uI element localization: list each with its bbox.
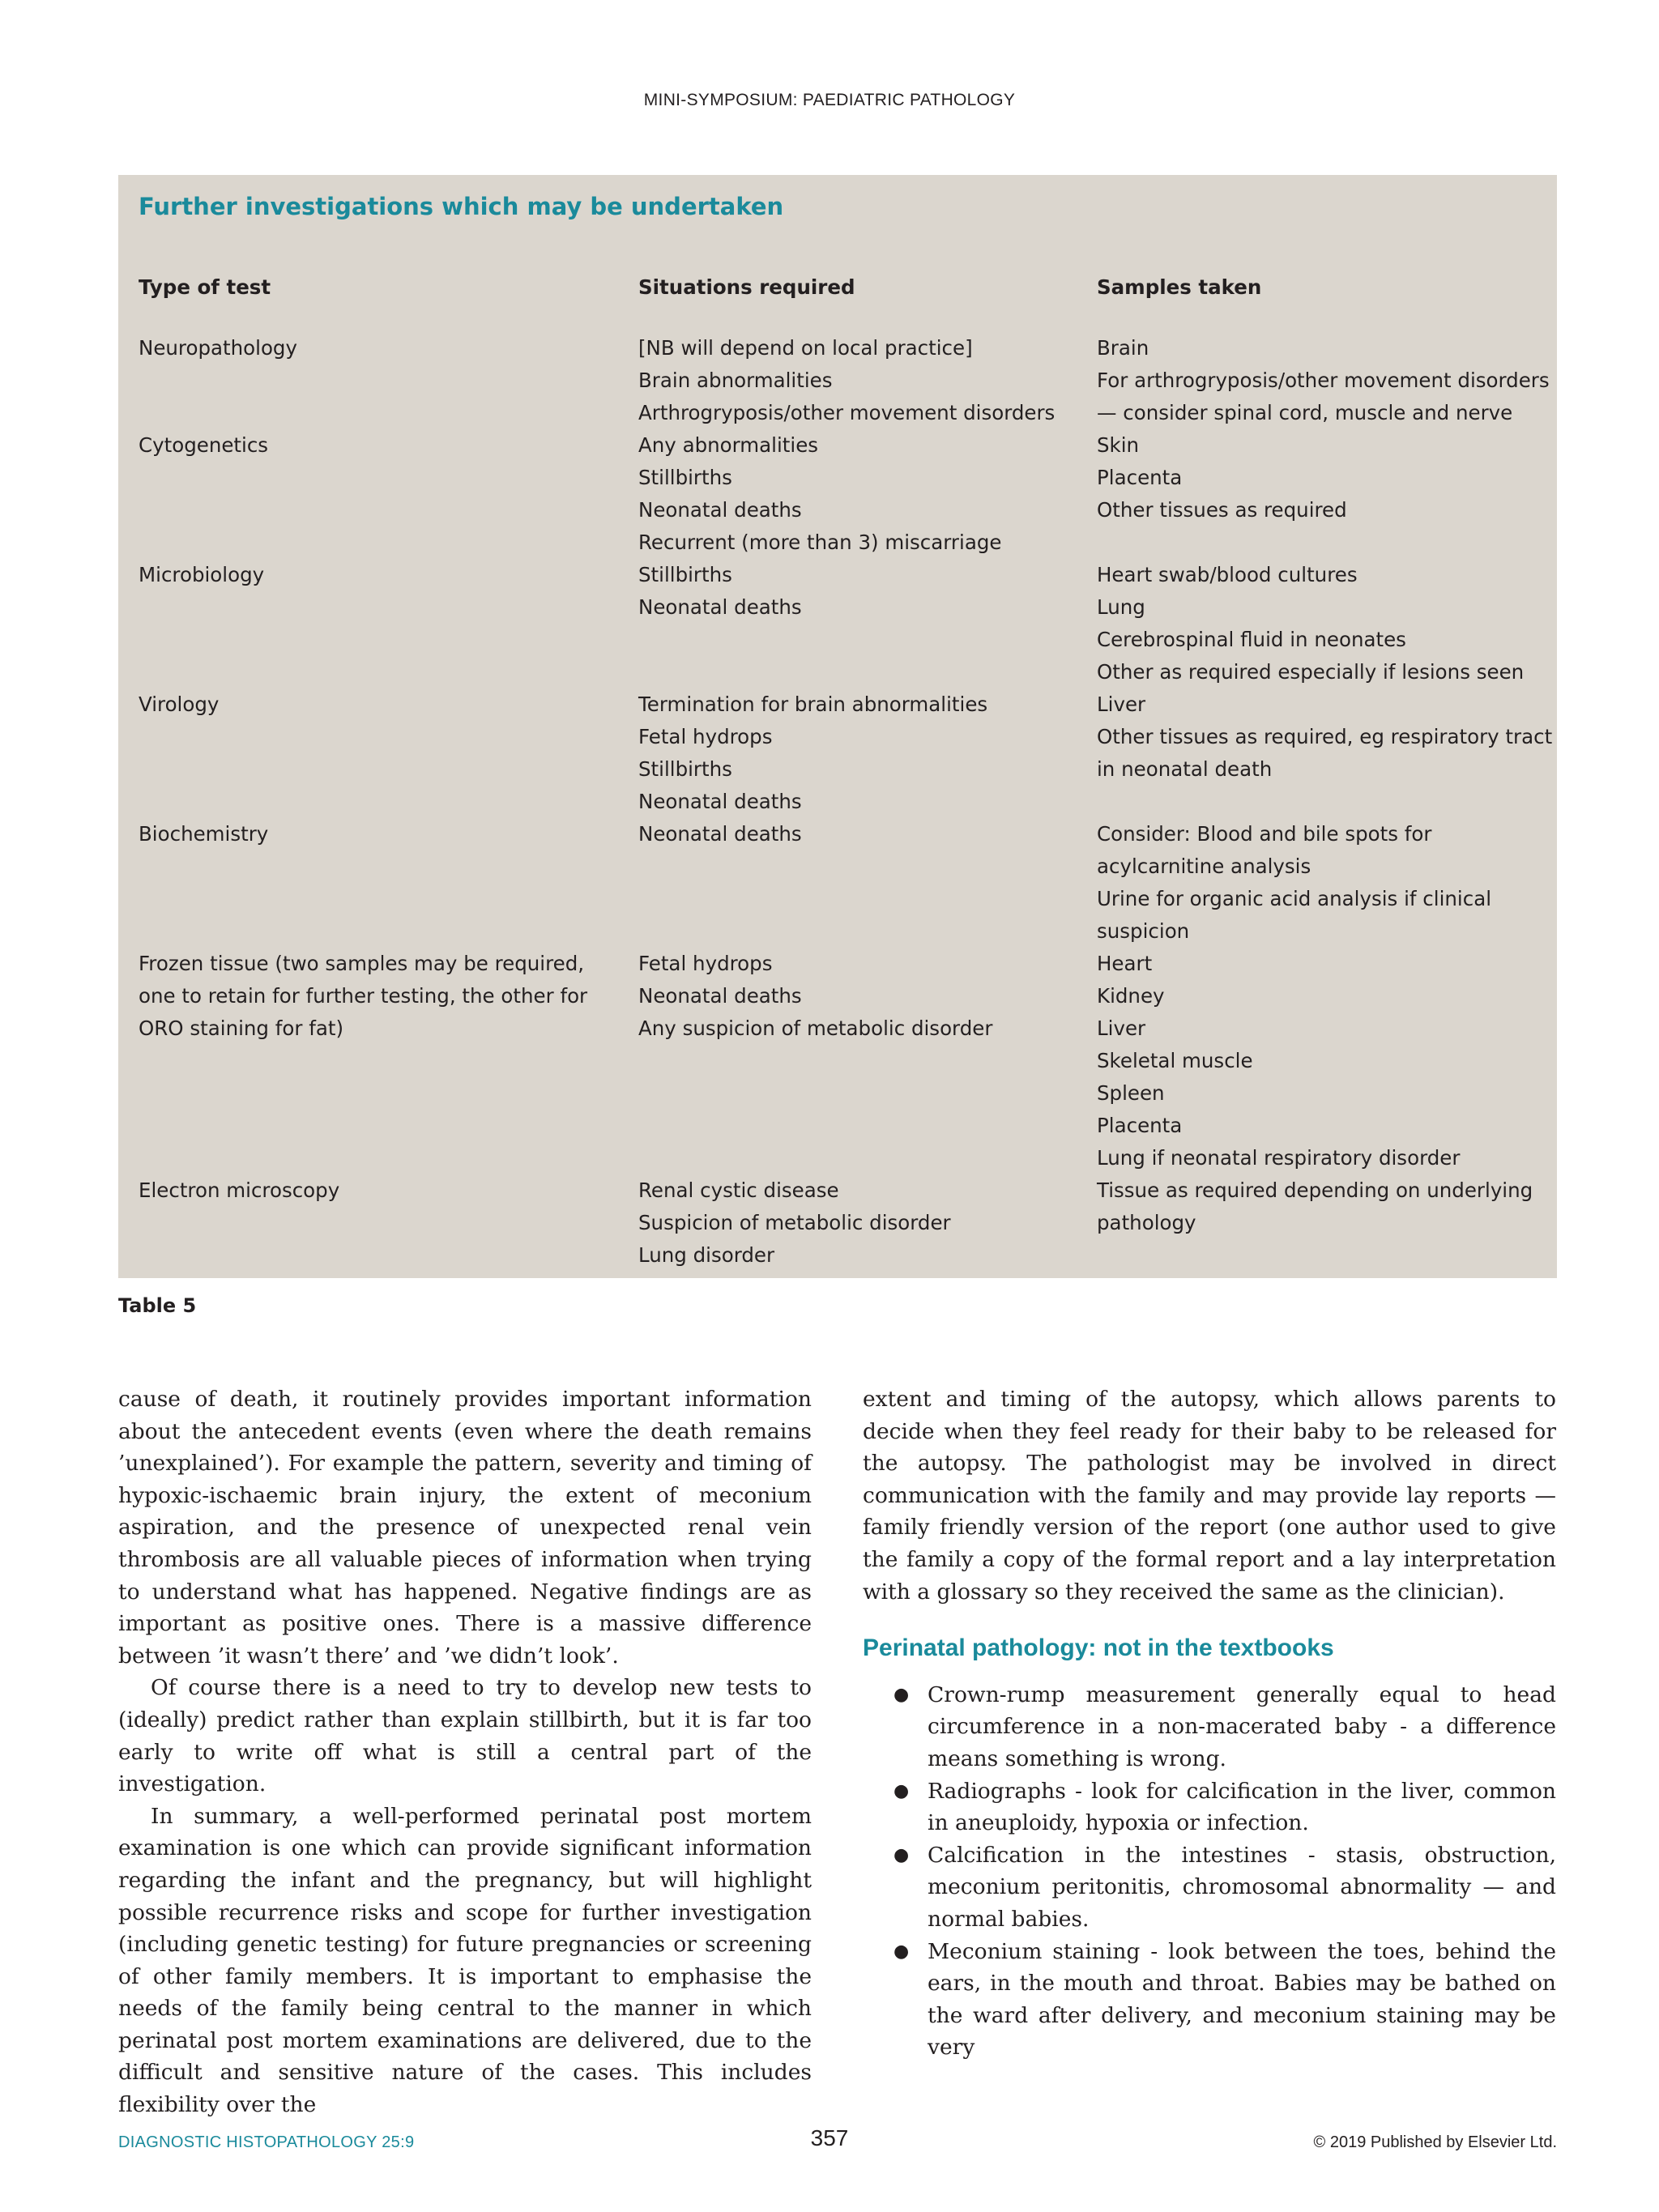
table-box [118,175,1557,1278]
cell-samples: acylcarnitine analysis [1097,855,1311,878]
cell-samples: Placenta [1097,466,1183,489]
cell-situations: Any suspicion of metabolic disorder [638,1016,993,1040]
cell-situations: Renal cystic disease [638,1178,839,1202]
list-item-text: Meconium staining - look between the toes, behind the ears, in the mouth and throat. Babies may be bathed on the ward after delivery, and meconium staining may be very [928,1938,1556,2061]
cell-type: Neuropathology [139,336,297,360]
cell-situations: Neonatal deaths [638,498,802,522]
column-header-type: Type of test [139,275,271,299]
bullet-list [863,1679,1556,2064]
bullet-icon: ● [893,1844,910,1865]
cell-type: Virology [139,693,220,716]
cell-type: Microbiology [139,563,265,586]
cell-samples: in neonatal death [1097,757,1273,781]
list-item-text: Crown-rump measurement generally equal to head circumference in a non-macerated baby - a difference means something is wrong. [928,1681,1556,1771]
cell-situations: Fetal hydrops [638,952,773,975]
cell-situations: Recurrent (more than 3) miscarriage [638,531,1002,554]
cell-type: Electron microscopy [139,1178,340,1202]
cell-situations: Brain abnormalities [638,369,833,392]
cell-samples: Urine for organic acid analysis if clinical [1097,887,1492,910]
section-heading: Perinatal pathology: not in the textbooks [863,1634,1334,1662]
cell-situations: Neonatal deaths [638,984,802,1008]
cell-samples: Kidney [1097,984,1165,1008]
cell-samples: Other as required especially if lesions seen [1097,660,1525,684]
cell-samples: Skin [1097,433,1140,457]
paragraph: cause of death, it routinely provides important information about the antecedent events (even where the death remains ’unexplained’). For example the pattern, severity and timing of hypoxic-ischaemic brain injury, the extent of meconium aspiration, and the presence of unexpected renal vein thrombosis are all valuable pieces of information when trying to understand what has happened. Negative findings are as important as positive ones. There is a massive difference between ’it wasn’t there’ and ’we didn’t look’. [118,1387,812,1669]
cell-situations: Fetal hydrops [638,725,773,748]
cell-samples: Consider: Blood and bile spots for [1097,822,1432,846]
cell-samples: Heart [1097,952,1153,975]
cell-samples: Placenta [1097,1114,1183,1137]
cell-samples: Other tissues as required [1097,498,1347,522]
bullet-icon: ● [893,1941,910,1962]
table-caption: Table 5 [118,1294,197,1317]
cell-samples: Tissue as required depending on underlying [1097,1178,1533,1202]
cell-samples: suspicion [1097,919,1190,943]
cell-samples: Brain [1097,336,1149,360]
cell-situations: Neonatal deaths [638,595,802,619]
cell-situations: Arthrogryposis/other movement disorders [638,401,1056,424]
cell-samples: Heart swab/blood cultures [1097,563,1358,586]
cell-samples: Skeletal muscle [1097,1049,1253,1072]
bullet-icon: ● [893,1684,910,1705]
column-header-situations: Situations required [638,275,855,299]
cell-situations: Termination for brain abnormalities [638,693,988,716]
footer-copyright: © 2019 Published by Elsevier Ltd. [1313,2133,1557,2151]
column-header-samples: Samples taken [1097,275,1262,299]
cell-samples: Spleen [1097,1081,1165,1105]
list-item [863,1679,1556,1775]
cell-situations: Lung disorder [638,1243,775,1267]
cell-situations: Neonatal deaths [638,790,802,813]
paragraph: Of course there is a need to try to develop new tests to (ideally) predict rather than explain stillbirth, but it is far too early to write off what is still a central part of the investigation. [118,1675,812,1797]
list-item [863,1839,1556,1936]
cell-situations: Neonatal deaths [638,822,802,846]
right-column [863,1383,1556,2064]
cell-samples: Liver [1097,1016,1146,1040]
list-item-text: Radiographs - look for calcification in the liver, common in aneuploidy, hypoxia or infection. [928,1778,1556,1836]
list-item-text: Calcification in the intestines - stasis, obstruction, meconium peritonitis, chromosomal abnormality — and normal babies. [928,1842,1556,1932]
cell-situations: Any abnormalities [638,433,819,457]
cell-type: Biochemistry [139,822,269,846]
cell-situations: [NB will depend on local practice] [638,336,973,360]
cell-samples: Cerebrospinal fluid in neonates [1097,628,1406,651]
cell-samples: — consider spinal cord, muscle and nerve [1097,401,1513,424]
left-column [118,1383,812,2121]
list-item [863,1775,1556,1839]
cell-situations: Stillbirths [638,466,732,489]
box-title: Further investigations which may be undertaken [139,193,784,220]
cell-situations: Stillbirths [638,757,732,781]
cell-situations: Suspicion of metabolic disorder [638,1211,951,1234]
cell-type: Frozen tissue (two samples may be required, [139,952,585,975]
cell-samples: Lung [1097,595,1145,619]
running-head: MINI-SYMPOSIUM: PAEDIATRIC PATHOLOGY [643,91,1016,109]
cell-type: Cytogenetics [139,433,269,457]
list-item [863,1936,1556,2064]
page-number: 357 [810,2125,849,2150]
cell-samples: For arthrogryposis/other movement disorders [1097,369,1550,392]
cell-samples: Lung if neonatal respiratory disorder [1097,1146,1461,1170]
cell-samples: Liver [1097,693,1146,716]
paragraph: extent and timing of the autopsy, which allows parents to decide when they feel ready for their baby to be released for the autopsy. The pathologist may be involved in direct communication with the family and may provide lay reports — family friendly version of the report (one author used to give the family a copy of the formal report and a lay interpretation with a glossary so they received the same as the clinician). [863,1387,1556,1605]
cell-type: one to retain for further testing, the other for [139,984,588,1008]
cell-type: ORO staining for fat) [139,1016,344,1040]
bullet-icon: ● [893,1780,910,1801]
cell-situations: Stillbirths [638,563,732,586]
paragraph: In summary, a well-performed perinatal post mortem examination is one which can provide significant information regarding the infant and the pregnancy, but will highlight possible recurrence risks and scope for further investigation (including genetic testing) for future pregnancies or screening of other family members. It is important to emphasise the needs of the family being central to the manner in which perinatal post mortem examinations are delivered, due to the difficult and sensitive nature of the cases. This includes flexibility over the [118,1803,812,2118]
footer-journal: DIAGNOSTIC HISTOPATHOLOGY 25:9 [118,2133,415,2151]
cell-samples: pathology [1097,1211,1196,1234]
cell-samples: Other tissues as required, eg respiratory tract [1097,725,1553,748]
